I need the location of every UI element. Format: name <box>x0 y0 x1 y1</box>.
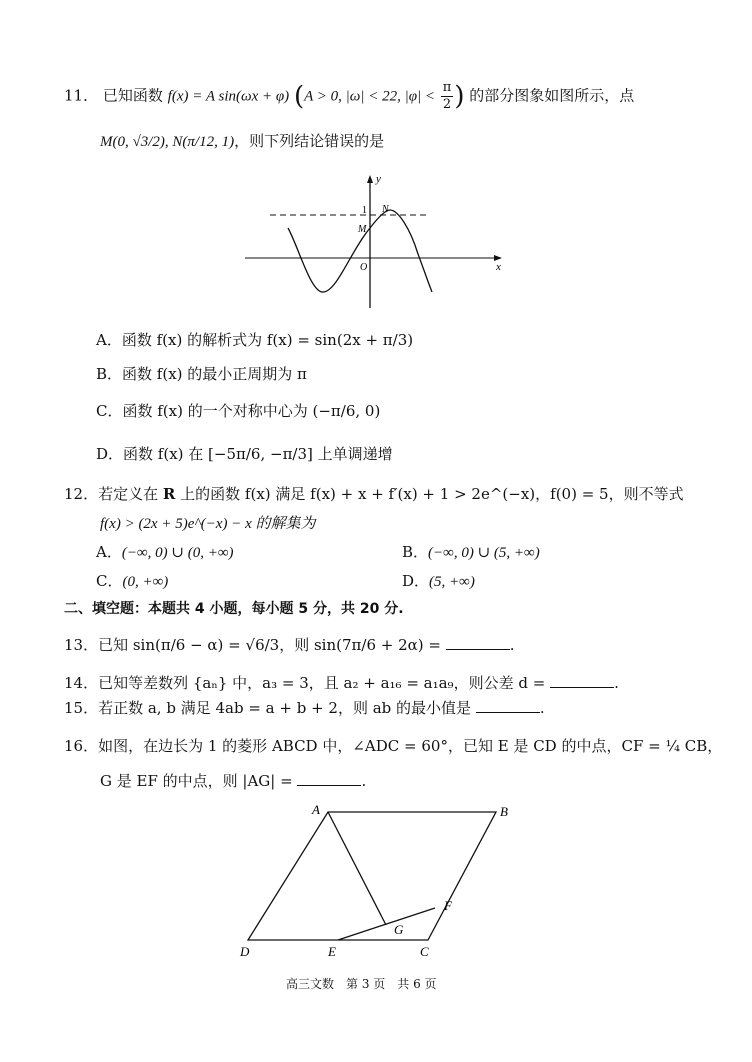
q12-option-d <box>402 570 475 593</box>
q11-line1: 11． 已知函数 f(x) = A sin(ωx + φ) (A > 0, |ω| < 22, |φ| < $\frac{\pi}{2}$ ) 的部分图象如图所示，点 <box>64 80 635 112</box>
q15-number: 15． <box>64 699 99 717</box>
option-label: B． <box>96 365 123 383</box>
q12-option-c <box>96 570 168 593</box>
q11-sine-graph <box>240 170 510 315</box>
label-D: D <box>240 944 250 959</box>
option-text: 函数 f(x) 在 [−5π/6, −π/3] 上单调递增 <box>123 445 393 463</box>
label-A: A <box>312 802 320 817</box>
q15-text: 若正数 a, b 满足 4ab = a + b + 2，则 ab 的最小值是 <box>98 699 472 717</box>
q13-number: 13． <box>64 636 99 654</box>
q15-end: . <box>539 699 545 717</box>
q11-points: M(0, √3/2), N(π/12, 1) <box>100 134 235 150</box>
q11-option-a <box>96 329 413 351</box>
option-label: D． <box>402 572 430 590</box>
label-G: G <box>394 922 404 937</box>
q12-inequality: f(x) > (2x + 5)e^(−x) − x 的解集为 <box>100 516 316 532</box>
label-F: F <box>444 898 452 913</box>
q14-text: 已知等差数列 {aₙ} 中，a₃ = 3，且 a₂ + a₁₆ = a₁a₉，则公差 d = <box>98 674 546 692</box>
q13-answer-blank[interactable] <box>446 635 510 650</box>
sine-curve <box>288 210 432 292</box>
q16-text: 如图，在边长为 1 的菱形 ABCD 中，∠ADC = 60°，已知 E 是 CD 的中点，CF = ¼ CB， <box>98 737 723 755</box>
q11-function: f(x) = A sin(ωx + φ) <box>167 88 290 105</box>
option-label: C． <box>96 572 123 590</box>
option-text: (5, +∞) <box>429 574 475 590</box>
segment-AG <box>328 812 386 925</box>
tick-1: 1 <box>362 205 367 216</box>
q16-line2 <box>100 770 366 792</box>
option-label: B． <box>402 543 429 561</box>
q11-stem-3: ，则下列结论错误的是 <box>234 132 385 150</box>
q12-stem-2: 上的函数 f(x) 满足 f(x) + x + f′(x) + 1 > 2e^(−x)，f(0) = 5，则不等式 <box>180 485 684 503</box>
q15 <box>64 697 545 719</box>
q11-condition: A > 0, |ω| < 22, |φ| < <box>304 88 435 105</box>
q16-text-2: G 是 EF 的中点，则 |AG| = <box>100 772 293 790</box>
label-B: B <box>500 804 508 819</box>
q16-number: 16． <box>64 737 99 755</box>
y-label: y <box>376 173 381 185</box>
q16-end: . <box>361 772 367 790</box>
label-E: E <box>328 944 336 959</box>
rhombus-ABCD <box>248 812 496 940</box>
page-footer: 高三文数 第 3 页 共 6 页 <box>286 977 437 991</box>
section-2-heading: 二、填空题：本题共 4 小题，每小题 5 分，共 20 分. <box>64 601 404 617</box>
label-C: C <box>420 944 429 959</box>
q15-answer-blank[interactable] <box>476 698 540 713</box>
q13-end: . <box>509 636 515 654</box>
q12-line1 <box>64 483 684 505</box>
q11-option-d <box>96 443 393 465</box>
option-text: 函数 f(x) 的最小正周期为 π <box>122 365 307 383</box>
q13 <box>64 634 515 656</box>
option-text: 函数 f(x) 的解析式为 f(x) = sin(2x + π/3) <box>121 331 414 349</box>
q11-pi-over-2: $\frac{\pi}{2}$ <box>442 80 452 112</box>
option-text: (−∞, 0) ∪ (0, +∞) <box>121 545 234 561</box>
option-text: (0, +∞) <box>122 574 169 590</box>
q14-end: . <box>614 674 619 692</box>
q13-text: 已知 sin(π/6 − α) = √6/3，则 sin(7π/6 + 2α) = <box>98 636 441 654</box>
q12-stem: 若定义在 <box>98 485 159 503</box>
q12-line2 <box>100 512 316 535</box>
q11-number: 11． <box>64 86 99 105</box>
y-axis-arrow <box>367 175 373 183</box>
x-label: x <box>496 261 501 273</box>
q14 <box>64 672 619 694</box>
option-label: A． <box>96 331 122 349</box>
q14-answer-blank[interactable] <box>550 673 614 688</box>
q12-option-b <box>402 541 540 564</box>
q11-stem-2: 的部分图象如图所示，点 <box>469 86 635 105</box>
q11-option-b <box>96 363 307 385</box>
option-label: C． <box>96 402 123 420</box>
q12-option-a <box>96 541 234 564</box>
q16-rhombus-figure <box>238 800 528 965</box>
segment-EF <box>338 908 435 940</box>
q16-answer-blank[interactable] <box>297 771 361 786</box>
real-set-R: R <box>162 485 176 503</box>
option-label: A． <box>96 543 122 561</box>
label-O: O <box>360 262 368 273</box>
q11-line2 <box>100 130 384 153</box>
option-text: 函数 f(x) 的一个对称中心为 (−π/6, 0) <box>122 402 381 420</box>
label-M: M <box>358 224 367 235</box>
option-label: D． <box>96 445 124 463</box>
q16-line1 <box>64 735 722 757</box>
q11-stem: 已知函数 <box>102 86 163 105</box>
label-N: N <box>382 204 389 215</box>
q11-option-c <box>96 400 380 422</box>
option-text: (−∞, 0) ∪ (5, +∞) <box>428 545 540 561</box>
q14-number: 14． <box>64 674 99 692</box>
q12-number: 12． <box>64 485 99 503</box>
